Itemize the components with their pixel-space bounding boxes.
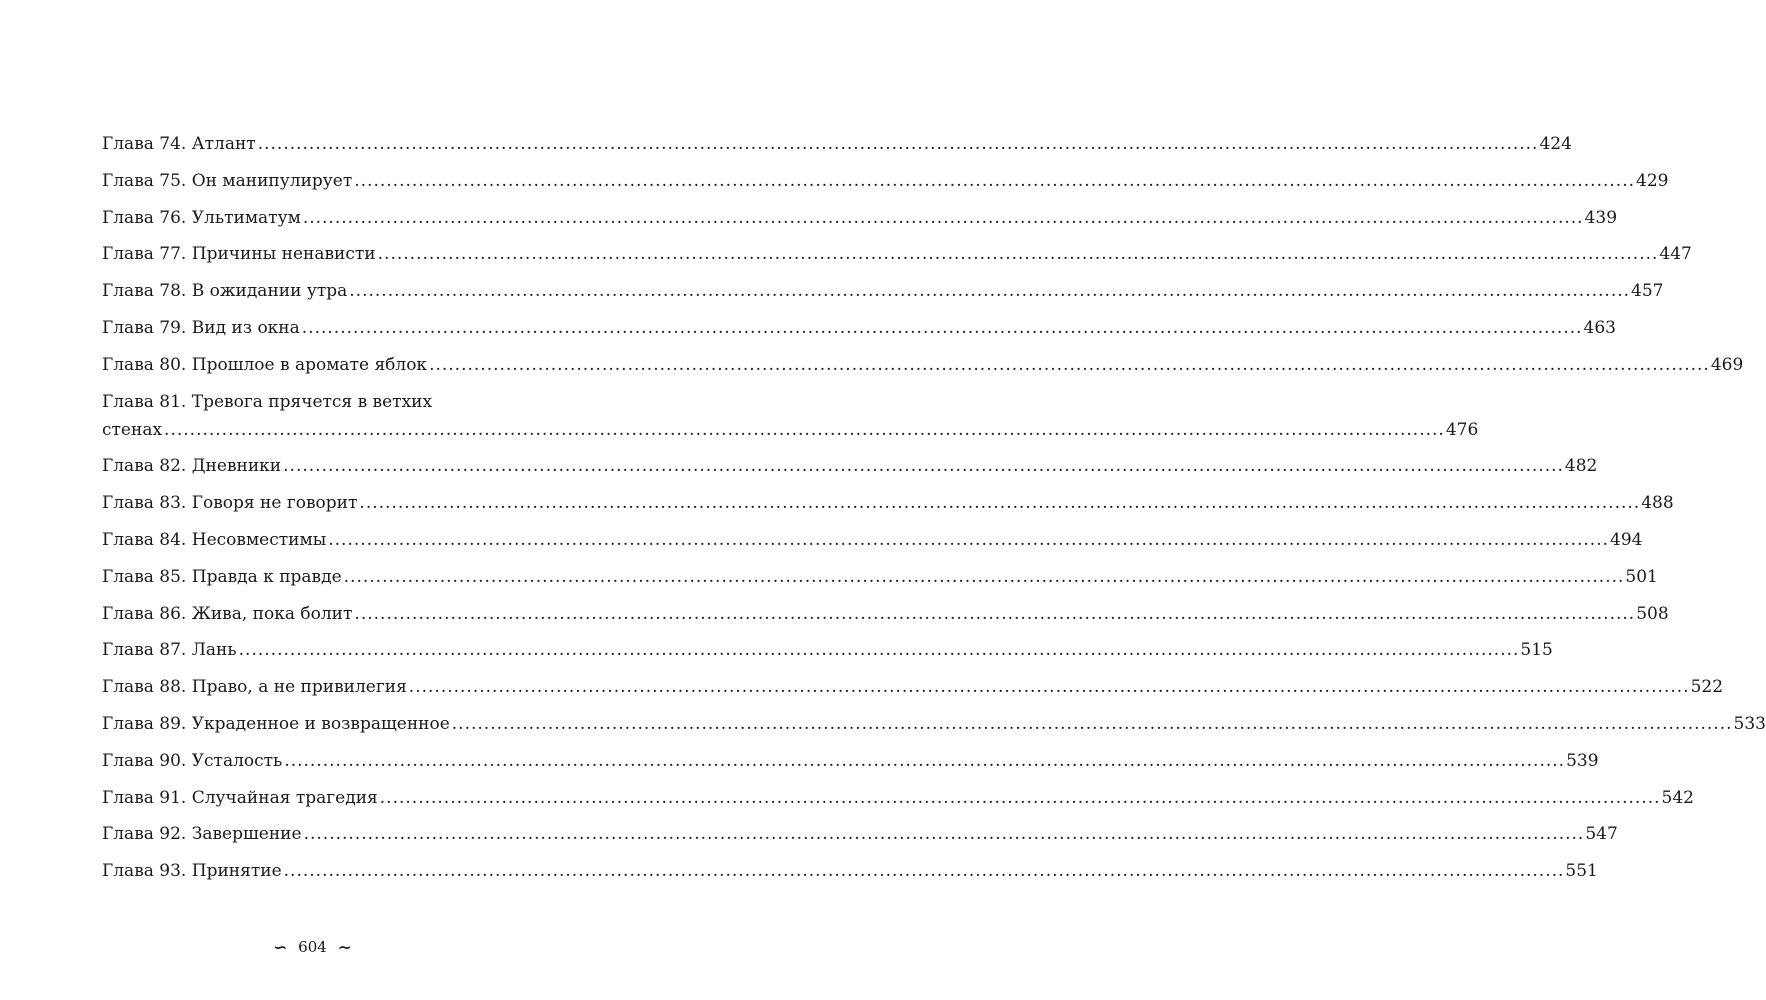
toc-entry-page: 542 — [1661, 787, 1694, 808]
footer-ornament-left: ∽ — [273, 938, 288, 958]
toc-entry-page: 476 — [1445, 419, 1479, 440]
toc-entry-page: 429 — [1636, 170, 1669, 191]
toc-entry-title: Глава 90. Усталость — [102, 750, 283, 771]
toc-entry — [102, 710, 1766, 747]
toc-leader-dots: ........................................................................................................................................................................................................ — [451, 713, 1733, 734]
toc-entry-title: Глава 83. Говоря не говорит — [102, 493, 358, 514]
toc-entry-title: Глава 91. Случайная трагедия — [102, 787, 378, 808]
toc-entry-page: 515 — [1520, 640, 1553, 661]
toc-entry-title: Глава 82. Дневники — [102, 456, 282, 477]
toc-entry — [102, 673, 1724, 710]
toc-entry — [102, 167, 1669, 204]
toc-leader-dots: ........................................................................................................................................................................................................ — [377, 244, 1659, 265]
toc-entry-page: 439 — [1584, 207, 1618, 228]
toc-entry-page: 494 — [1610, 529, 1643, 550]
toc-entry-title: Глава 74. Атлант — [102, 134, 256, 154]
toc-entry — [102, 489, 1674, 526]
toc-entry-title: Глава 92. Завершение — [102, 824, 302, 845]
toc-entry — [102, 388, 1479, 453]
toc-entry-page: 457 — [1631, 281, 1664, 302]
toc-entry-title-line2: стенах — [102, 419, 163, 440]
toc-entry-title-line1: Глава 81. Тревога прячется в ветхих — [102, 391, 433, 412]
toc-leader-dots: ........................................................................................................................................................................................................ — [343, 566, 1625, 587]
toc-entry-title: Глава 87. Лань — [102, 640, 237, 661]
toc-leader-dots: ........................................................................................................................................................................................................ — [283, 861, 1565, 882]
toc-entry-page: 488 — [1641, 493, 1674, 514]
toc-entry — [102, 204, 1618, 241]
toc-leader-dots: ........................................................................................................................................................................................................ — [284, 750, 1566, 771]
toc-leader-dots: ........................................................................................................................................................................................................ — [302, 207, 1584, 228]
toc-entry-title: Глава 77. Причины ненависти — [102, 244, 376, 265]
toc-entry-title: Глава 78. В ожидании утра — [102, 281, 348, 302]
toc-leader-dots: ........................................................................................................................................................................................................ — [238, 640, 1520, 661]
toc-entry-title: Глава 93. Принятие — [102, 861, 282, 882]
toc-entry — [102, 636, 1553, 673]
toc-leader-dots: ........................................................................................................................................................................................................ — [359, 493, 1641, 514]
toc-entry-title: Глава 80. Прошлое в аромате яблок — [102, 354, 428, 375]
toc-leader-dots: ........................................................................................................................................................................................................ — [301, 317, 1583, 338]
toc-leader-dots: ........................................................................................................................................................................................................ — [354, 603, 1636, 624]
toc-entry-page: 424 — [1539, 134, 1572, 154]
toc-entry — [102, 130, 1572, 167]
toc-entry-title: Глава 88. Право, а не привилегия — [102, 677, 407, 698]
toc-entry-page: 533 — [1733, 713, 1766, 734]
toc-entry-page: 551 — [1565, 861, 1598, 882]
toc-entry — [102, 857, 1598, 894]
toc-leader-dots: ........................................................................................................................................................................................................ — [379, 787, 1661, 808]
toc-entry-page: 463 — [1583, 317, 1616, 338]
toc-entry-title: Глава 85. Правда к правде — [102, 566, 342, 587]
table-of-contents — [102, 130, 1766, 894]
page-number: 604 — [298, 938, 327, 956]
toc-entry-page: 482 — [1564, 456, 1598, 477]
toc-entry-title: Глава 79. Вид из окна — [102, 317, 300, 338]
toc-leader-dots: ........................................................................................................................................................................................................ — [328, 529, 1610, 550]
toc-entry-page: 501 — [1625, 566, 1658, 587]
toc-entry-title: Глава 86. Жива, пока болит — [102, 603, 353, 624]
toc-entry-page: 447 — [1659, 244, 1692, 265]
toc-entry — [102, 820, 1618, 857]
toc-entry — [102, 600, 1669, 637]
toc-leader-dots: ........................................................................................................................................................................................................ — [283, 456, 1564, 477]
toc-entry-title: Глава 84. Несовместимы — [102, 529, 327, 550]
toc-leader-dots: ........................................................................................................................................................................................................ — [429, 354, 1710, 375]
toc-entry — [102, 452, 1598, 489]
toc-entry-title: Глава 89. Украденное и возвращенное — [102, 713, 450, 734]
toc-entry-page: 547 — [1585, 824, 1618, 845]
toc-entry-title: Глава 76. Ультиматум — [102, 207, 301, 228]
toc-leader-dots: ........................................................................................................................................................................................................ — [164, 419, 1445, 440]
toc-entry-title: Глава 75. Он манипулирует — [102, 170, 353, 191]
toc-entry — [102, 277, 1664, 314]
toc-entry — [102, 747, 1599, 784]
toc-entry — [102, 351, 1744, 388]
toc-entry — [102, 240, 1692, 277]
page-footer — [0, 936, 625, 959]
toc-leader-dots: ........................................................................................................................................................................................................ — [354, 170, 1636, 191]
toc-leader-dots: ........................................................................................................................................................................................................ — [303, 824, 1585, 845]
toc-entry-page: 522 — [1690, 677, 1724, 698]
toc-entry — [102, 526, 1643, 563]
toc-entry — [102, 314, 1616, 351]
toc-leader-dots: ........................................................................................................................................................................................................ — [408, 677, 1690, 698]
toc-entry — [102, 563, 1658, 600]
toc-leader-dots: ........................................................................................................................................................................................................ — [257, 134, 1539, 154]
toc-entry-page: 508 — [1636, 603, 1669, 624]
toc-entry — [102, 784, 1694, 821]
footer-ornament-right: ∼ — [337, 938, 352, 958]
toc-entry-page: 539 — [1566, 750, 1599, 771]
toc-leader-dots: ........................................................................................................................................................................................................ — [349, 281, 1631, 302]
toc-entry-page: 469 — [1710, 354, 1744, 375]
